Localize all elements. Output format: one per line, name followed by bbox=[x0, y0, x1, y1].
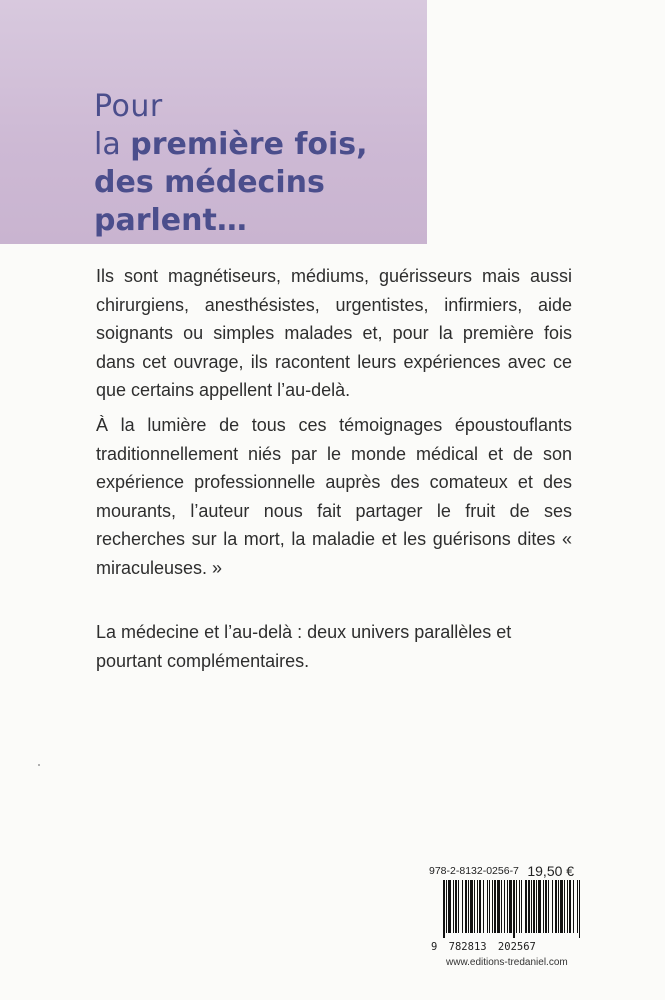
barcode-digits bbox=[431, 941, 541, 953]
cover-tagline bbox=[94, 88, 368, 240]
barcode-icon bbox=[441, 880, 583, 938]
isbn-number: 978-2-8132-0256-7 bbox=[429, 864, 519, 877]
tagline-line-4: parlent… bbox=[94, 203, 247, 238]
price: 19,50 € bbox=[527, 862, 575, 879]
barcode-digit-group: 202567 bbox=[497, 941, 536, 953]
price-line bbox=[429, 862, 574, 880]
paper-speck bbox=[38, 764, 40, 766]
tagline-line-3: des médecins bbox=[94, 165, 325, 200]
blurb-paragraph-1: Ils sont magnétiseurs, médiums, guérisseurs mais aussi chirurgiens, anesthésistes, urgentistes, infirmiers, aide soignants ou simples malades et, pour la première fois dans cet ouvrage, ils racontent leurs expériences avec ce que certains appellent l’au-delà. bbox=[96, 266, 572, 400]
tagline-line-2-prefix: la bbox=[94, 127, 131, 162]
barcode-digit-group: 9 bbox=[431, 941, 438, 953]
barcode-digit-group: 782813 bbox=[448, 941, 487, 953]
blurb-paragraph-3: La médecine et l’au-delà : deux univers parallèles et pourtant complémentaires. bbox=[96, 622, 512, 671]
tagline-line-2-bold: première fois, bbox=[130, 127, 368, 162]
blurb-paragraph-2: À la lumière de tous ces témoignages époustouflants traditionnellement niés par le monde médical et de son expérience professionnelle auprès des comateux et des mourants, l’auteur nous fait partager le fruit de ses recherches sur la mort, la maladie et les guérisons dites « miraculeuses. » bbox=[96, 415, 572, 578]
header-band bbox=[0, 0, 427, 244]
tagline-line-2 bbox=[94, 126, 368, 164]
tagline-line-1: Pour bbox=[94, 89, 163, 124]
publisher-website: www.editions-tredaniel.com bbox=[446, 957, 568, 968]
